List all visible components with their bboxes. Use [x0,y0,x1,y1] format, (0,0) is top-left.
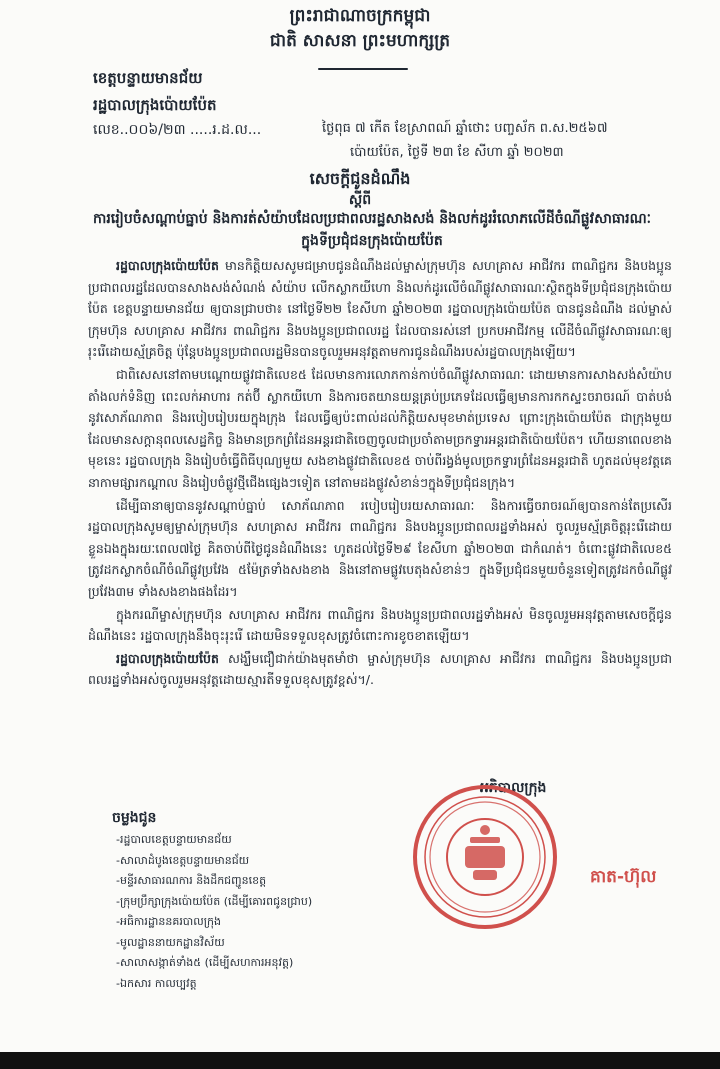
notice-body [88,255,672,692]
notice-title: សេចក្តីជូនដំណឹង [309,169,411,188]
paragraph-5-lead: រដ្ឋបាលក្រុងប៉ោយប៉ែត [116,650,219,666]
signer-name: គាត-ហ៊ុល [590,867,657,887]
solar-date: ប៉ោយប៉ែត, ថ្ងៃទី ២៣ ខែ សីហា ឆ្នាំ ២០២៣ [350,145,564,160]
cc-item: -រដ្ឋបាលខេត្តបន្ទាយមានជ័យ [116,833,232,846]
paragraph-5 [88,648,672,691]
paragraph-3: ដើម្បីធានាឲ្យបាននូវសណ្តាប់ធ្នាប់ សោភ័ណភាព របៀបរៀបរយសាធារណៈ និងការធ្វើចរាចរណ៍ឲ្យបានកាន់តែប្រសើរ រដ្ឋបាលក្រុងសូមឲ្យម្ចាស់ក្រុមហ៊ុន សហគ្រាស អាជីវករ ពាណិជ្ជករ និងបងប្អូនប្រជាពលរដ្ឋទាំងអស់ ចូលរួមស្ម័គ្រចិត្តរុះរើដោយខ្លួនឯងក្នុងរយៈពេល៧ថ្ងៃ គិតចាប់ពីថ្ងៃជូនដំណឹងនេះ ហូតដល់ថ្ងៃទី២៩ ខែសីហា ឆ្នាំ២០២៣ ជាកំណត់។ ចំពោះផ្លូវជាតិលេខ៥ ត្រូវដកស្លាកចំណីចំណីផ្លូវប្រវែង ៥ម៉ែត្រទាំងសងខាង និងនៅតាមផ្លូវបេតុងសំខាន់ៗ ក្នុងទីប្រជុំជនមួយចំនួនទៀតត្រូវដកចំណីផ្លូវប្រវែង៣ម ទាំងសងខាងផងដែរ។ [88,497,672,599]
notice-subtitle: ស្តីពី [348,192,372,208]
signer-title: អភិបាលក្រុង [480,780,547,796]
cc-list [116,830,312,994]
national-motto: ជាតិ សាសនា ព្រះមហាក្សត្រ [269,31,451,51]
motto-ornament [318,68,408,70]
lunar-date: ថ្ងៃពុធ ៧ កើត ខែស្រាពណ៍ ឆ្នាំថោះ បញ្ចស័ក ព.ស.២៥៦៧ [322,121,608,136]
cc-item: -អធិការដ្ឋាននគរបាលក្រុង [116,915,221,928]
cc-item: -ឯកសារ កាលប្បវត្ត [116,976,197,990]
cc-item: -សាលាដំបូងខេត្តបន្ទាយមានជ័យ [116,853,250,867]
bottom-bar [0,1052,720,1069]
paragraph-4: ក្នុងករណីម្ចាស់ក្រុមហ៊ុន សហគ្រាស អាជីវករ ពាណិជ្ជករ និងបងប្អូនប្រជាពលរដ្ឋទាំងអស់ មិនចូលរួមអនុវត្តតាមសេចក្តីជូនដំណឹងនេះ រដ្ឋបាលក្រុងនឹងចុះរុះរើ ដោយមិនទទួលខុសត្រូវចំពោះការខូចខាតឡើយ។ [88,606,672,644]
paragraph-1 [88,255,672,363]
paragraph-1-lead: រដ្ឋបាលក្រុងប៉ោយប៉ែត [116,258,219,273]
paragraph-1-text: មានកិត្តិយសសូមជម្រាបជូនដំណឹងដល់ម្ចាស់ក្រុមហ៊ុន សហគ្រាស អាជីវករ ពាណិជ្ជករ និងបងប្អូនប្រជាពលរដ្ឋដែលបានសាងសង់សំណង់ សំយ៉ាប លើកស្លាកយីហោ និងលក់ដូរលើចំណីផ្លូវសាធារណៈស្ថិតក្នុងទីប្រជុំជនក្រុងប៉ោយប៉ែត ខេត្តបន្ទាយមានជ័យ ឲ្យបានជ្រាបថា៖ នៅថ្ងៃទី២២ ខែសីហា ឆ្នាំ២០២៣ រដ្ឋបាលក្រុងប៉ោយប៉ែត បានជូនដំណឹង ដល់ម្ចាស់ក្រុមហ៊ុន សហគ្រាស អាជីវករ ពាណិជ្ជករ និងបងប្អូនប្រជាពលរដ្ឋ ដែលបានរស់នៅ ប្រកបអាជីវកម្ម លើដីចំណីផ្លូវសាធារណៈឲ្យរុះរើដោយស្ម័គ្រចិត្ត ប៉ុន្តែបងប្អូនប្រជាពលរដ្ឋមិនបានចូលរួមអនុវត្តតាមការជូនដំណឹងរបស់រដ្ឋបាលក្រុងឡើយ។ [88,258,672,360]
kingdom-heading: ព្រះរាជាណាចក្រកម្ពុជា [289,6,431,26]
paragraph-2: ជាពិសេសនៅតាមបណ្តោយផ្លូវជាតិលេខ៥ ដែលមានការលោភកាន់កាប់ចំណីផ្លូវសាធារណៈ ដោយមានការសាងសង់សំយ៉ាប តាំងលក់ទំនិញ ពេះលក់អាហារ កត់ប៊ី ស្លាកយីហោ និងការចតយានយន្តគ្រប់ប្រភេទដែលធ្វើឲ្យមានការកកស្ទះចរាចរណ៍ បាត់បង់នូវសោភ័ណភាព និងរបៀបរៀបរយក្នុងក្រុង ដែលធ្វើឲ្យប៉ះពាល់ដល់កិត្តិយសមុខមាត់ប្រទេស ព្រោះក្រុងប៉ោយប៉ែត ជាក្រុងមួយដែលមានសក្តានុពលសេដ្ឋកិច្ច និងមានច្រកព្រំដែនអន្តរជាតិចេញចូលជាប្រចាំតាមច្រកទ្វារអន្តរជាតិប៉ោយប៉ែត។ ហើយនាពេលខាងមុខនេះ រដ្ឋបាលក្រុង និងរៀបចំធ្វើពិធីបុណ្យមួយ សងខាងផ្លូវជាតិលេខ៥ ចាប់ពីរង្វង់មូលច្រកទ្វារព្រំដែនអន្តរជាតិ ហូតដល់មុខវត្តគេនាកាមផ្សារកណ្តាល និងរៀបចំផ្លូវថ្មីជើងផ្សេងៗទៀត នៅតាមដងផ្លូវសំខាន់ៗក្នុងទីប្រជុំជនក្រុង។ [88,366,672,490]
paragraph-5-text: សង្ឃឹមជឿជាក់យ៉ាងមុតមាំថា ម្ចាស់ក្រុមហ៊ុន សហគ្រាស អាជីវករ ពាណិជ្ជករ និងបងប្អូនប្រជាពលរដ្ឋទាំងអស់ចូលរួមអនុវត្តដោយស្មារតីទទួលខុសត្រូវខ្ពស់។/. [88,650,672,688]
cc-title: ចម្លងជូន [112,810,157,826]
cc-item: -មន្ទីរសាធារណការ និងដឹកជញ្ជូនខេត្ត [116,874,267,887]
cc-item: -មូលដ្ឋាននាយកដ្ឋានវិស័យ [116,935,225,949]
official-seal [410,782,560,932]
sender-province: ខេត្តបន្ទាយមានជ័យ [93,69,203,87]
sender-administration: រដ្ឋបាលក្រុងប៉ោយប៉ែត [93,96,217,114]
notice-subject: ការរៀបចំសណ្តាប់ធ្នាប់ និងការត់សំយ៉ាបដែលប្រជាពលរដ្ឋសាងសង់ និងលក់ដូររំលោភលើដីចំណីផ្លូវសាធារណៈក្នុងទីប្រជុំជនក្រុងប៉ោយប៉ែត [93,211,651,249]
cc-item: -សាលាសង្កាត់ទាំង៥ (ដើម្បីសហការអនុវត្ត) [116,956,294,969]
reference-number: លេខ..០០៦/២៣ .....រ.ដ.ល... [93,122,262,138]
cc-item: -ក្រុមប្រឹក្សាក្រុងប៉ោយប៉ែត (ដើម្បីគោរពជូនជ្រាប) [116,894,313,908]
